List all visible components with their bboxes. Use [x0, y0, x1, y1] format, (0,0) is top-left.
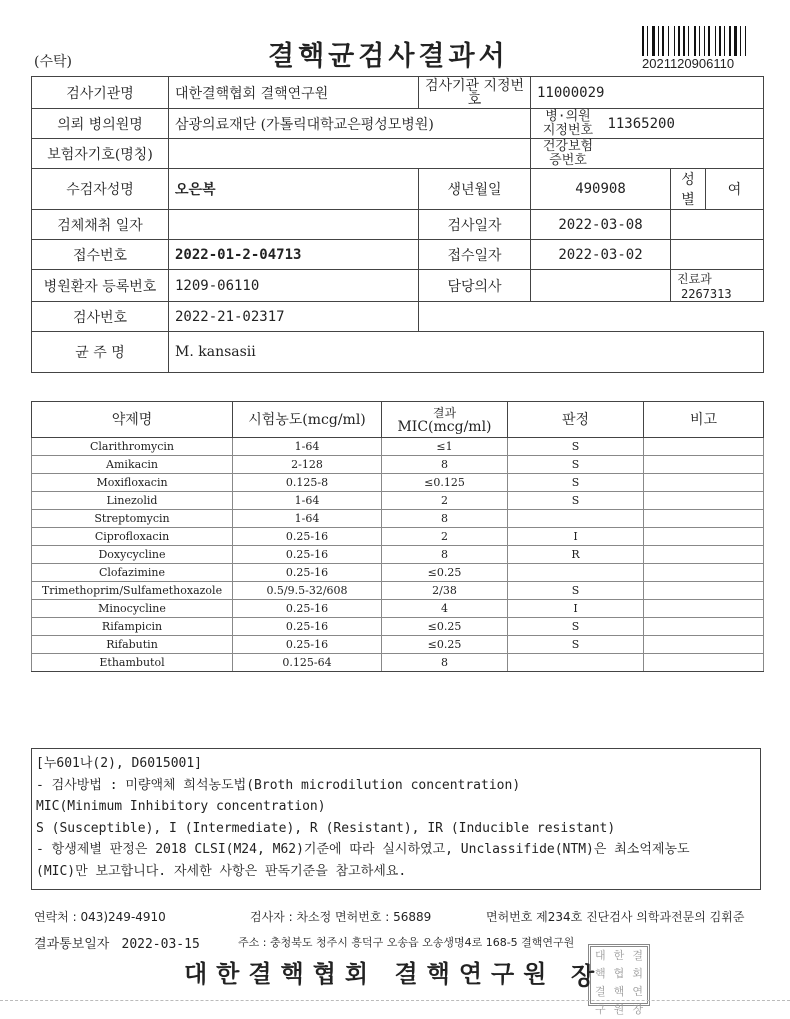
drug-cell-result: [508, 654, 644, 672]
drug-cell-mic: ≤0.25: [382, 564, 508, 582]
hospital-name: 삼광의료재단 (가톨릭대학교은평성모병원): [169, 109, 531, 139]
note-mic: MIC(Minimum Inhibitory concentration): [36, 799, 326, 814]
drug-cell-remark: [644, 456, 764, 474]
drug-cell-result: [508, 510, 644, 528]
drug-cell-conc: 0.25-16: [233, 528, 382, 546]
seal-char: 결: [595, 985, 606, 998]
header-remark: 비고: [644, 402, 764, 438]
drug-cell-drug: Doxycycline: [32, 546, 233, 564]
drug-cell-remark: [644, 564, 764, 582]
drug-cell-drug: Clofazimine: [32, 564, 233, 582]
drug-cell-mic: ≤0.25: [382, 618, 508, 636]
dept-code: 2267313: [681, 287, 732, 301]
lab-name: 대한결핵협회 결핵연구원: [169, 77, 419, 109]
seal-char: 협: [613, 967, 625, 980]
lab-code-label: 검사기관 지정번호: [419, 77, 531, 109]
lab-name-label: 검사기관명: [32, 77, 169, 109]
drug-row: [32, 438, 764, 456]
drug-cell-remark: [644, 600, 764, 618]
drug-cell-mic: 2: [382, 492, 508, 510]
notify-date: 2022-03-15: [121, 937, 200, 952]
doctor-label: 담당의사: [419, 270, 531, 302]
official-seal: [588, 944, 650, 1016]
drug-cell-drug: Minocycline: [32, 600, 233, 618]
drug-cell-remark: [644, 636, 764, 654]
drug-cell-mic: 2/38: [382, 582, 508, 600]
drug-cell-drug: Amikacin: [32, 456, 233, 474]
note-legend: S (Susceptible), I (Intermediate), R (Resistant), IR (Inducible resistant): [36, 820, 616, 836]
header-mic: [382, 402, 508, 438]
drug-cell-conc: 1-64: [233, 438, 382, 456]
organization-name: 대한결핵협회 결핵연구원: [184, 959, 556, 988]
specialist-license: 면허번호 제234호 진단검사 의학과전문의 김휘준: [486, 910, 745, 924]
notes-box: [31, 748, 761, 890]
document-tag: (수탁): [34, 54, 72, 70]
drug-row: [32, 528, 764, 546]
seal-char: 회: [632, 967, 643, 980]
lab-code: 11000029: [531, 77, 764, 109]
drug-row: [32, 456, 764, 474]
test-date: 2022-03-08: [531, 210, 671, 240]
health-card-cell: [531, 139, 764, 169]
drug-cell-result: S: [508, 438, 644, 456]
drug-cell-result: S: [508, 618, 644, 636]
sex-value: 여: [706, 169, 764, 210]
receipt-no-label: 접수번호: [32, 240, 169, 270]
drug-row: [32, 582, 764, 600]
seal-char: 핵: [613, 985, 625, 998]
seal-char: 연: [632, 985, 643, 998]
drug-cell-drug: Ciprofloxacin: [32, 528, 233, 546]
header-mic-line2: MIC(mcg/ml): [397, 418, 492, 435]
drug-cell-result: I: [508, 600, 644, 618]
sample-date-label: 검체채취 일자: [32, 210, 169, 240]
drug-row: [32, 510, 764, 528]
drug-cell-conc: 0.125-64: [233, 654, 382, 672]
drug-row: [32, 654, 764, 672]
drug-cell-conc: 0.25-16: [233, 600, 382, 618]
drug-cell-mic: 8: [382, 546, 508, 564]
drug-row: [32, 636, 764, 654]
drug-cell-conc: 0.25-16: [233, 636, 382, 654]
contact-info: 연락처 : 043)249-4910: [34, 910, 166, 924]
drug-cell-remark: [644, 582, 764, 600]
drug-susceptibility-table: [31, 401, 764, 672]
test-number: 2022-21-02317: [169, 302, 419, 332]
drug-cell-remark: [644, 438, 764, 456]
empty-cell: [419, 302, 764, 332]
drug-cell-remark: [644, 474, 764, 492]
empty-cell: [671, 240, 764, 270]
drug-row: [32, 492, 764, 510]
page-edge-line: [0, 1000, 790, 1001]
seal-char: 대: [595, 949, 606, 962]
reg-no-label: 병원환자 등록번호: [32, 270, 169, 302]
birth-date: 490908: [531, 169, 671, 210]
drug-cell-result: I: [508, 528, 644, 546]
receipt-number: 2022-01-2-04713: [169, 240, 419, 270]
drug-cell-result: [508, 564, 644, 582]
hospital-label: 의뢰 병의원명: [32, 109, 169, 139]
note-code: [누601나(2), D6015001]: [36, 756, 202, 771]
doctor-value: [531, 270, 671, 302]
drug-cell-result: R: [508, 546, 644, 564]
drug-cell-conc: 0.125-8: [233, 474, 382, 492]
drug-cell-drug: Trimethoprim/Sulfamethoxazole: [32, 582, 233, 600]
birth-label: 생년월일: [419, 169, 531, 210]
drug-cell-drug: Ethambutol: [32, 654, 233, 672]
seal-char: 한: [613, 949, 625, 962]
barcode: [642, 26, 756, 56]
drug-cell-drug: Moxifloxacin: [32, 474, 233, 492]
document-title: 결핵균검사결과서: [268, 41, 509, 72]
header-mic-line1: 결과: [432, 405, 457, 420]
drug-cell-remark: [644, 546, 764, 564]
drug-cell-result: S: [508, 474, 644, 492]
insured-value: [169, 139, 531, 169]
sample-date: [169, 210, 419, 240]
hospital-code-cell: [531, 109, 764, 139]
drug-cell-remark: [644, 510, 764, 528]
empty-cell: [671, 210, 764, 240]
patient-info-table: [31, 76, 764, 373]
drug-cell-drug: Clarithromycin: [32, 438, 233, 456]
patient-name-label: 수검자성명: [32, 169, 169, 210]
organism-name: M. kansasii: [169, 332, 764, 373]
drug-cell-conc: 0.25-16: [233, 546, 382, 564]
test-date-label: 검사일자: [419, 210, 531, 240]
drug-cell-conc: 0.25-16: [233, 564, 382, 582]
drug-cell-conc: 0.5/9.5-32/608: [233, 582, 382, 600]
patient-name: 오은복: [169, 169, 419, 210]
inspector-info: 검사자 : 차소정 면허번호 : 56889: [250, 910, 432, 924]
notify-date-label: 결과통보일자: [34, 937, 110, 952]
dept-label: 진료과: [677, 272, 712, 286]
organism-label: 균 주 명: [32, 332, 169, 373]
note-criteria: - 항생제별 판정은 2018 CLSI(M24, M62)기준에 따라 실시하였고, Unclassifide(NTM)은 최소억제농도: [36, 842, 690, 857]
drug-row: [32, 618, 764, 636]
drug-cell-mic: ≤1: [382, 438, 508, 456]
receipt-date-label: 접수일자: [419, 240, 531, 270]
drug-cell-mic: 8: [382, 456, 508, 474]
drug-cell-remark: [644, 654, 764, 672]
seal-char: 핵: [595, 967, 606, 980]
seal-char: 구: [595, 1003, 606, 1016]
drug-cell-mic: ≤0.25: [382, 636, 508, 654]
note-method: - 검사방법 : 미량액체 희석농도법(Broth microdilution concentration): [36, 777, 521, 793]
address: 주소 : 충청북도 청주시 흥덕구 오송읍 오송생명4로 168-5 결핵연구원: [238, 936, 575, 949]
barcode-number: 2021120906110: [642, 56, 735, 71]
drug-cell-remark: [644, 618, 764, 636]
drug-row: [32, 474, 764, 492]
drug-cell-drug: Rifampicin: [32, 618, 233, 636]
insured-label: 보험자기호(명칭): [32, 139, 169, 169]
drug-cell-conc: 1-64: [233, 510, 382, 528]
drug-cell-result: S: [508, 492, 644, 510]
header-result: 판정: [508, 402, 644, 438]
hospital-code: 11365200: [607, 115, 675, 132]
drug-cell-mic: 8: [382, 510, 508, 528]
drug-cell-mic: ≤0.125: [382, 474, 508, 492]
drug-cell-drug: Streptomycin: [32, 510, 233, 528]
drug-cell-conc: 1-64: [233, 492, 382, 510]
drug-cell-conc: 2-128: [233, 456, 382, 474]
drug-row: [32, 564, 764, 582]
drug-row: [32, 546, 764, 564]
drug-cell-result: S: [508, 582, 644, 600]
drug-cell-mic: 4: [382, 600, 508, 618]
drug-cell-result: S: [508, 636, 644, 654]
seal-char: 장: [632, 1003, 643, 1016]
drug-cell-conc: 0.25-16: [233, 618, 382, 636]
note-reference: (MIC)만 보고합니다. 자세한 사항은 판독기준을 참고하세요.: [36, 863, 407, 879]
health-card-label: 건강보험 증번호: [542, 138, 594, 168]
drug-cell-drug: Rifabutin: [32, 636, 233, 654]
seal-overlay-char: 장: [571, 961, 595, 990]
drug-row: [32, 600, 764, 618]
seal-char: 결: [632, 949, 643, 962]
drug-cell-remark: [644, 528, 764, 546]
notify-date-row: [34, 933, 200, 952]
test-no-label: 검사번호: [32, 302, 169, 332]
reg-number: 1209-06110: [169, 270, 419, 302]
drug-cell-mic: 2: [382, 528, 508, 546]
drug-cell-result: S: [508, 456, 644, 474]
drug-cell-mic: 8: [382, 654, 508, 672]
hospital-code-label: 병·의원 지정번호: [542, 108, 594, 138]
header-drug: 약제명: [32, 402, 233, 438]
receipt-date: 2022-03-02: [531, 240, 671, 270]
header-concentration: 시험농도(mcg/ml): [233, 402, 382, 438]
sex-label: 성별: [671, 169, 706, 210]
drug-cell-drug: Linezolid: [32, 492, 233, 510]
drug-cell-remark: [644, 492, 764, 510]
seal-char: 원: [613, 1003, 625, 1016]
dept-cell: [671, 270, 764, 302]
